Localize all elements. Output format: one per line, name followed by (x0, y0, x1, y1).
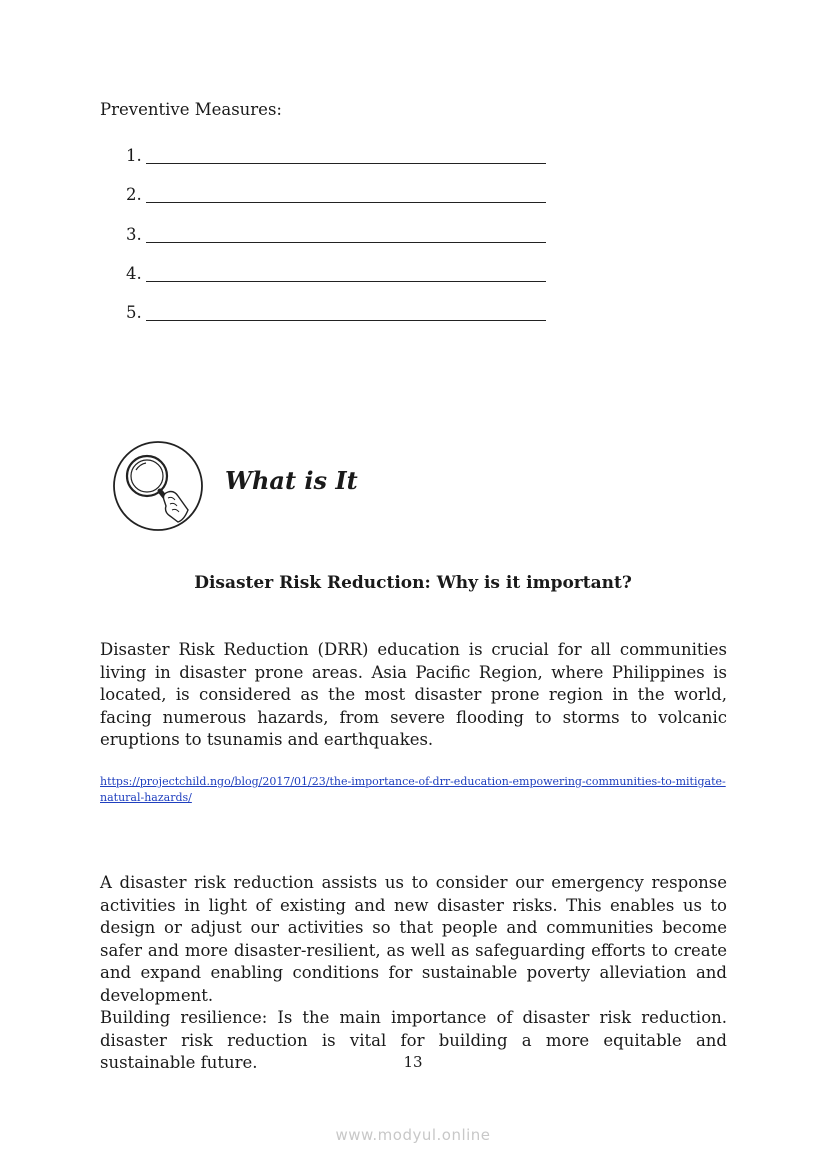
magnifying-glass-icon (112, 440, 204, 532)
list-item-number: 5. (126, 303, 142, 323)
watermark: www.modyul.online (335, 1126, 491, 1144)
source-link[interactable]: https://projectchild.ngo/blog/2017/01/23/the-importance-of-drr-education-empowering-communities-to-mitigate-natural-hazards/ (100, 775, 726, 804)
list-item (126, 225, 546, 264)
what-is-it-title: What is It (225, 466, 358, 495)
list-item (126, 264, 546, 303)
list-item (126, 146, 546, 185)
answer-blank[interactable] (146, 304, 546, 321)
list-item (126, 303, 546, 342)
list-item-number: 1. (126, 146, 142, 165)
section-title: Disaster Risk Reduction: Why is it important? (194, 573, 632, 593)
page-number: 13 (403, 1053, 423, 1071)
answer-blank[interactable] (146, 186, 546, 203)
answer-blank[interactable] (146, 265, 546, 282)
answer-blank[interactable] (146, 147, 546, 164)
preventive-measures-label: Preventive Measures: (100, 100, 282, 119)
preventive-measures-list (126, 146, 546, 342)
list-item-number: 4. (126, 263, 142, 283)
list-item (126, 185, 546, 224)
answer-blank[interactable] (146, 226, 546, 243)
list-item-number: 2. (126, 185, 142, 205)
paragraph-building-resilience: Building resilience: Is the main importance of disaster risk reduction. disaster risk reduction is vital for building a more equitable and sustainable future. (100, 1008, 727, 1073)
paragraph-drr-education: Disaster Risk Reduction (DRR) education is crucial for all communities living in disaster prone areas. Asia Pacific Region, where Philippines is located, is considered as the most disaster prone region in the world, facing numerous hazards, from severe flooding to storms to volcanic eruptions to tsunamis and earthquakes. (100, 640, 727, 750)
paragraph-drr-assists: A disaster risk reduction assists us to consider our emergency response activities in light of existing and new disaster risks. This enables us to design or adjust our activities so that people and communities become safer and more disaster-resilient, as well as safeguarding efforts to create and expand enabling conditions for sustainable poverty alleviation and development. (100, 873, 727, 1005)
list-item-number: 3. (126, 224, 142, 244)
